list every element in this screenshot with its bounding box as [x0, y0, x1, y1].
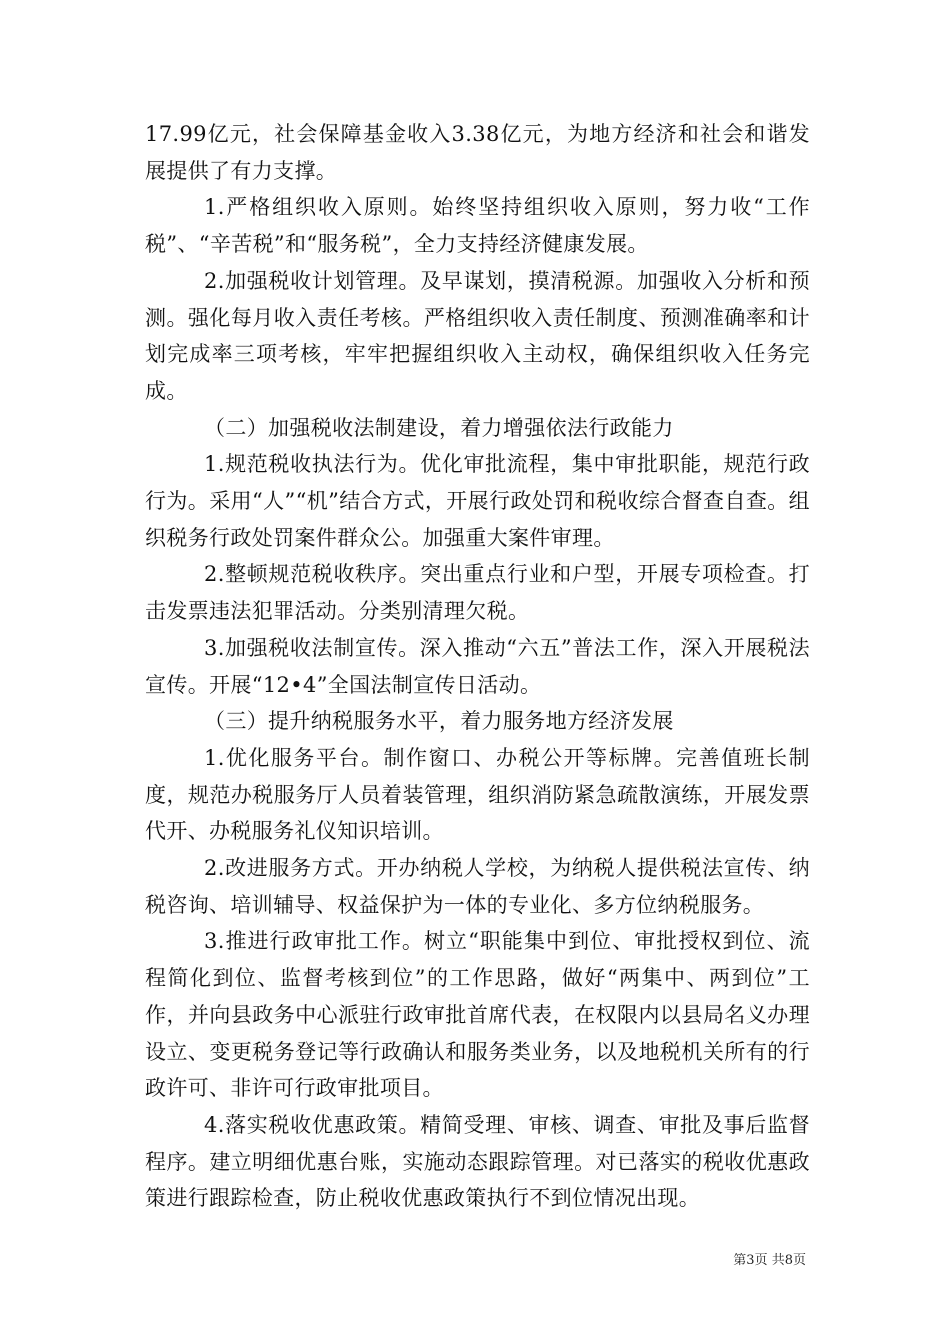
paragraph-3: 2.加强税收计划管理。及早谋划，摸清税源。加强收入分析和预测。强化每月收入责任考核。严格组织收入责任制度、预测准确率和计划完成率三项考核，牢牢把握组织收入主动权，确保组织收入任务完成。	[145, 268, 810, 403]
paragraph-1: 17.99亿元，社会保障基金收入3.38亿元，为地方经济和社会和谐发展提供了有力支撑。	[145, 122, 810, 183]
footer-total-pages: 8	[784, 1253, 793, 1268]
page-number-footer	[700, 1249, 806, 1268]
footer-suffix: 页	[792, 1253, 806, 1268]
footer-middle: 页 共	[754, 1253, 785, 1268]
paragraph-12: 4.落实税收优惠政策。精简受理、审核、调查、审批及事后监督程序。建立明细优惠台账，实施动态跟踪管理。对已落实的税收优惠政策进行跟踪检查，防止税收优惠政策执行不到位情况出现。	[145, 1112, 810, 1211]
paragraph-7: 3.加强税收法制宣传。深入推动“六五”普法工作，深入开展税法宣传。开展“12•4”全国法制宣传日活动。	[145, 635, 810, 697]
paragraph-11: 3.推进行政审批工作。树立“职能集中到位、审批授权到位、流程简化到位、监督考核到位”的工作思路，做好“两集中、两到位”工作，并向县政务中心派驻行政审批首席代表，在权限内以县局名义办理设立、变更税务登记等行政确认和服务类业务，以及地税机关所有的行政许可、非许可行政审批项目。	[145, 929, 810, 1101]
paragraph-9: 1.优化服务平台。制作窗口、办税公开等标牌。完善值班长制度，规范办税服务厅人员着装管理，组织消防紧急疏散演练，开展发票代开、办税服务礼仪知识培训。	[145, 745, 810, 844]
footer-prefix: 第	[733, 1253, 747, 1268]
section-heading-3: （三）提升纳税服务水平，着力服务地方经济发展	[204, 709, 674, 734]
paragraph-10: 2.改进服务方式。开办纳税人学校，为纳税人提供税法宣传、纳税咨询、培训辅导、权益保护为一体的专业化、多方位纳税服务。	[145, 856, 810, 917]
paragraph-2: 1.严格组织收入原则。始终坚持组织收入原则，努力收“工作税”、“辛苦税”和“服务税”，全力支持经济健康发展。	[145, 195, 810, 257]
paragraph-6: 2.整顿规范税收秩序。突出重点行业和户型，开展专项检查。打击发票违法犯罪活动。分类别清理欠税。	[145, 562, 810, 624]
footer-current-page: 3	[746, 1253, 755, 1268]
document-body	[145, 116, 810, 1217]
section-heading-2: （二）加强税收法制建设，着力增强依法行政能力	[204, 415, 674, 440]
paragraph-5: 1.规范税收执法行为。优化审批流程，集中审批职能，规范行政行为。采用“人”“机”结合方式，开展行政处罚和税收综合督查自查。组织税务行政处罚案件群众公。加强重大案件审理。	[145, 452, 810, 550]
